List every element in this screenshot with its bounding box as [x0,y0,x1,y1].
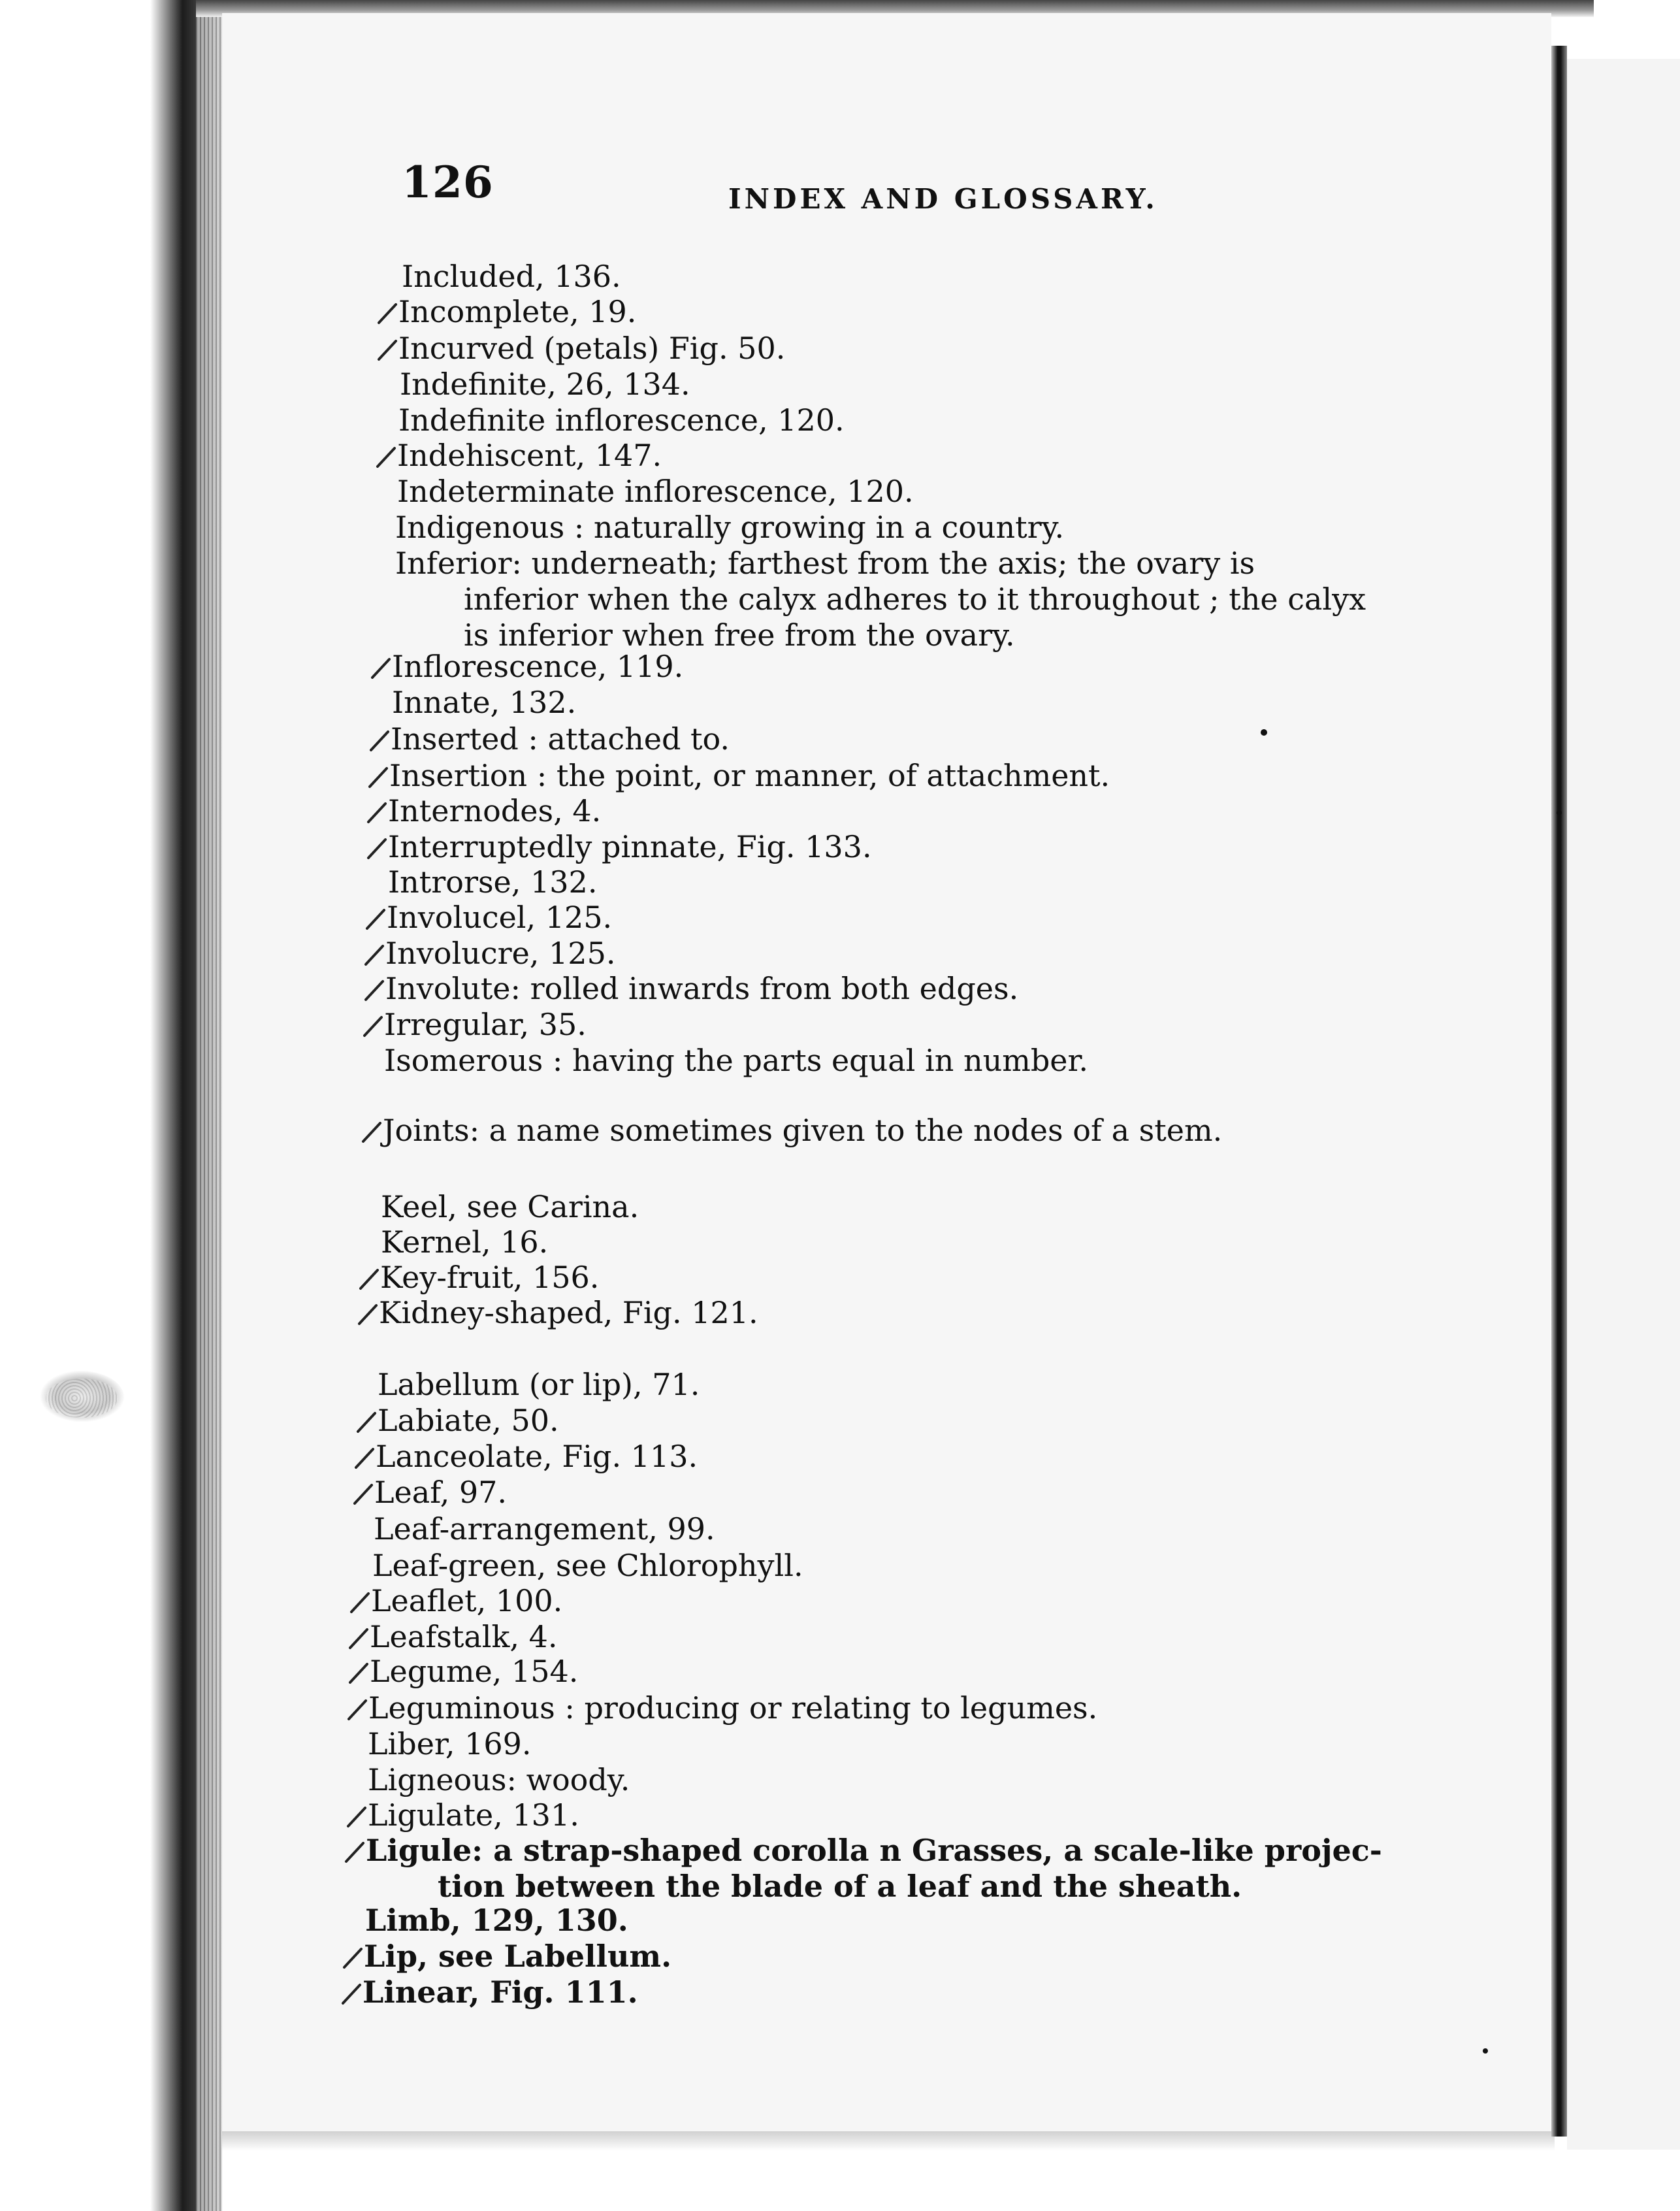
pencil-check-mark-icon [342,1945,364,1971]
pencil-check-mark-icon [340,1981,363,2007]
index-entry [388,793,601,828]
index-entry [385,936,615,971]
entry-text: Indigenous : naturally growing in a country. [395,510,1065,545]
entry-text: Ligneous: woody. [368,1762,630,1797]
pencil-check-mark-icon [366,836,388,862]
index-entry [397,474,914,509]
index-entry [387,900,612,935]
index-entry [384,1043,1088,1078]
entry-text: Incomplete, 19. [398,294,637,329]
pencil-check-mark-icon [353,1445,376,1471]
pencil-check-mark-icon [352,1481,374,1507]
index-entry [398,294,636,329]
entry-text: Involucre, 125. [385,936,616,971]
index-entry [381,1224,548,1260]
index-entry [398,402,845,438]
pencil-check-mark-icon [376,301,398,327]
entry-text: Lanceolate, Fig. 113. [376,1439,698,1474]
entry-text: Insertion : the point, or manner, of attachment. [389,758,1110,793]
entry-text: Indeterminate inflorescence, 120. [397,474,914,509]
entry-text: Leafstalk, 4. [370,1619,558,1654]
entry-text: Leaf-green, see Chlorophyll. [372,1548,803,1583]
pencil-check-mark-icon [363,977,385,1004]
index-entry [397,438,662,473]
index-entry [388,829,872,864]
entry-text: Kernel, 16. [381,1224,549,1260]
index-entry [368,1690,1097,1726]
index-entry [368,1797,579,1833]
index-entry [366,1833,1382,1868]
entry-text: Involute: rolled inwards from both edges. [385,971,1019,1006]
entry-text: Indefinite inflorescence, 120. [398,402,845,438]
index-entry [383,1113,1222,1148]
entry-text: Isomerous : having the parts equal in number. [384,1043,1089,1078]
pencil-check-mark-icon [370,655,392,681]
index-entry [395,510,1064,545]
index-entry [370,1619,557,1654]
pencil-check-mark-icon [363,942,385,968]
index-entry [388,864,597,900]
entry-text: Ligulate, 131. [368,1797,579,1833]
entry-text: Introrse, 132. [388,864,598,900]
entry-text: Involucel, 125. [387,900,613,935]
entry-continuation: inferior when the calyx adheres to it throughout ; the calyx [464,581,1366,617]
entry-text: Kidney-shaped, Fig. 121. [379,1295,758,1330]
index-entry [392,685,576,720]
index-entry [389,758,1110,793]
pencil-check-mark-icon [376,337,398,363]
entry-text: Leaf, 97. [374,1475,507,1510]
index-entry [370,1654,578,1689]
pencil-check-mark-icon [367,764,389,791]
index-entry [363,1974,638,2010]
entry-text: Keel, see Carina. [381,1189,639,1224]
pencil-check-mark-icon [368,728,391,754]
pencil-check-mark-icon [346,1697,368,1723]
index-entry [392,649,683,684]
entry-text: Liber, 169. [368,1726,532,1761]
index-entry [384,1007,587,1042]
index-entry [364,1939,671,1974]
pencil-check-mark-icon [357,1302,379,1328]
pencil-check-mark-icon [346,1804,368,1830]
entry-text: Leaf-arrangement, 99. [374,1511,715,1547]
pencil-check-mark-icon [375,444,397,470]
entry-text: Inserted : attached to. [391,721,730,757]
index-entry [400,367,690,402]
entry-text: Lip, see Labellum. [364,1939,672,1974]
page-number: 126 [402,157,494,208]
pencil-check-mark-icon [347,1626,370,1652]
entry-text: Legume, 154. [370,1654,579,1689]
entry-text: Internodes, 4. [388,793,602,828]
entry-text: Leaflet, 100. [371,1583,563,1618]
entry-text: Key-fruit, 156. [380,1260,600,1295]
entry-text: Irregular, 35. [384,1007,587,1042]
entry-text: Joints: a name sometimes given to the nodes of a stem. [383,1113,1223,1148]
entry-text: Included, 136. [402,259,621,294]
entry-text: Innate, 132. [392,685,577,720]
index-entry [374,1475,507,1510]
entry-text: Labiate, 50. [378,1403,559,1438]
index-entry [398,331,785,366]
index-entry [378,1367,700,1402]
pencil-check-mark-icon [344,1839,366,1865]
pencil-check-mark-icon [347,1660,370,1686]
index-entry [368,1726,532,1761]
entry-text: Interruptedly pinnate, Fig. 133. [388,829,872,864]
entry-text: Limb, 129, 130. [365,1903,628,1938]
entry-text: Inferior: underneath; farthest from the axis; the ovary is [395,546,1255,581]
index-entry [376,1439,698,1474]
index-entry [380,1260,599,1295]
entry-text: Linear, Fig. 111. [363,1974,638,2010]
index-entry [368,1762,630,1797]
index-entry [395,546,1255,581]
pencil-check-mark-icon [366,800,388,826]
entry-text: Indehiscent, 147. [397,438,662,473]
index-entry [371,1583,562,1618]
index-entry [365,1903,628,1938]
running-head: INDEX AND GLOSSARY. [728,183,1158,215]
index-entry [374,1511,715,1547]
pencil-check-mark-icon [349,1590,371,1616]
entry-text: Leguminous : producing or relating to legumes. [368,1690,1098,1726]
index-entry [391,721,730,757]
index-entry [372,1548,803,1583]
index-entry [378,1403,559,1438]
index-entry [379,1295,758,1330]
index-entry [402,259,621,294]
pencil-check-mark-icon [364,906,387,932]
entry-text: Inflorescence, 119. [392,649,684,684]
entry-text: Labellum (or lip), 71. [378,1367,700,1402]
pencil-check-mark-icon [361,1119,383,1145]
entry-text: Indefinite, 26, 134. [400,367,690,402]
entry-text: Incurved (petals) Fig. 50. [398,331,786,366]
index-entry [381,1189,639,1224]
pencil-check-mark-icon [362,1013,384,1040]
entry-text: Ligule: a strap-shaped corolla n Grasses, a scale-like projec- [366,1833,1382,1868]
pencil-check-mark-icon [358,1266,380,1292]
entry-continuation: tion between the blade of a leaf and the sheath. [438,1869,1242,1904]
entry-continuation: is inferior when free from the ovary. [464,617,1015,653]
pencil-check-mark-icon [355,1409,378,1435]
index-entry [385,971,1018,1006]
